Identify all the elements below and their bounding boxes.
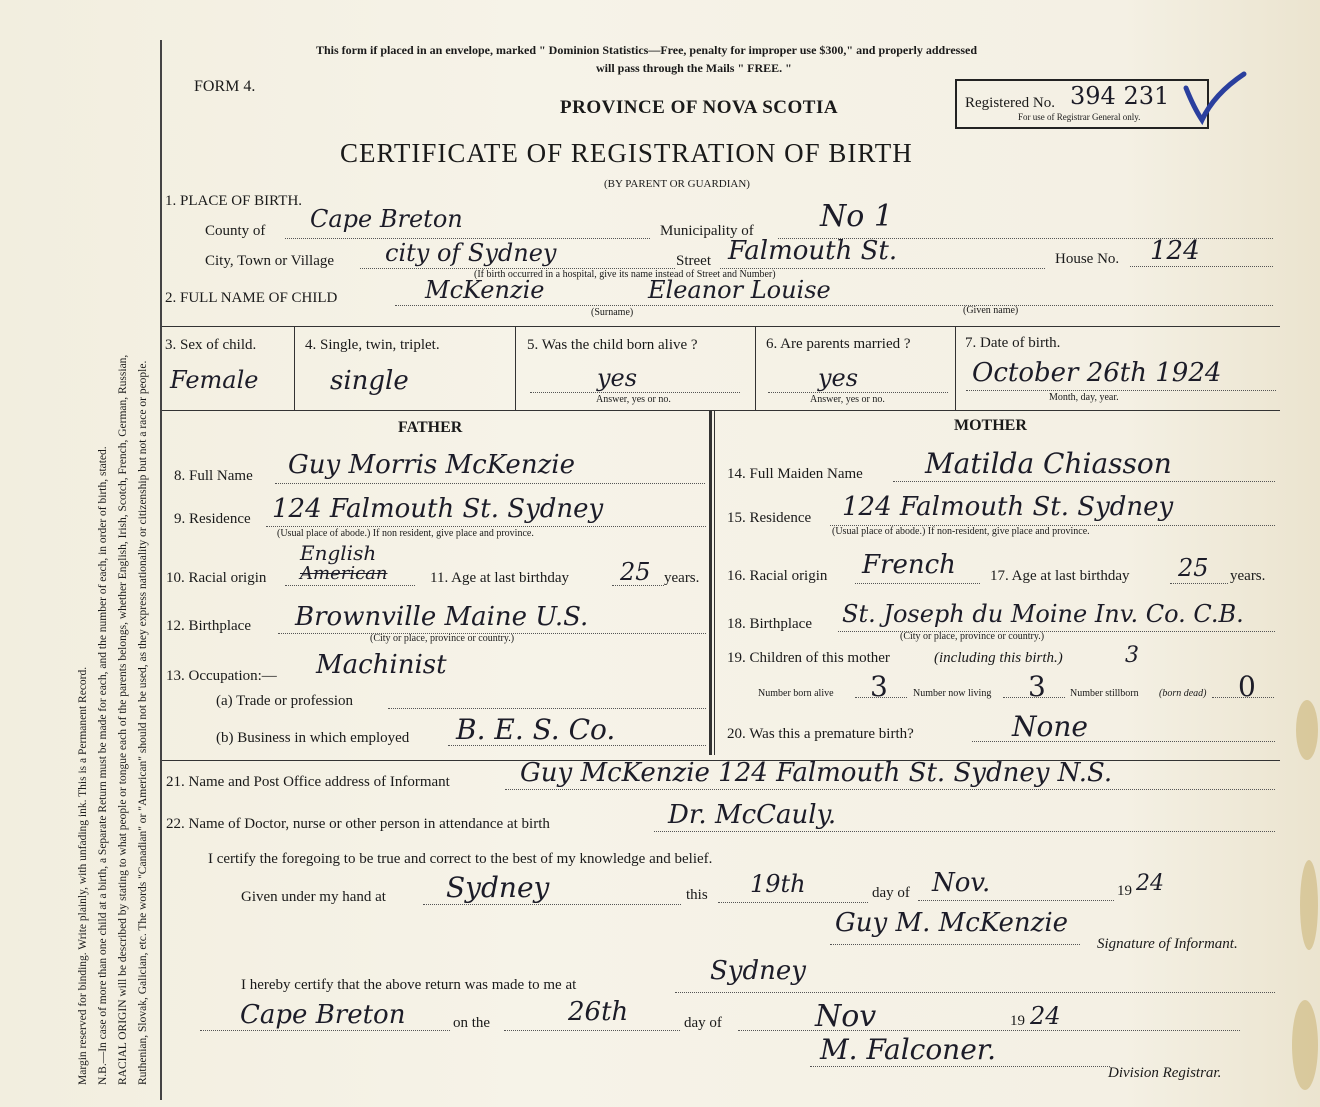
- given-caption: (Given name): [963, 305, 1019, 316]
- certify-statement: I certify the foregoing to be true and correct to the best of my knowledge and belief.: [208, 851, 713, 867]
- married-value: yes: [818, 364, 859, 392]
- this-label: this: [686, 887, 708, 903]
- father-years-label: years.: [664, 570, 700, 586]
- hospital-note: (If birth occurred in a hospital, give its name instead of Street and Number): [474, 269, 776, 280]
- stillborn-value: 0: [1238, 670, 1256, 703]
- father-name-label: 8. Full Name: [174, 468, 253, 484]
- paper-stain: [1296, 700, 1318, 760]
- father-age-label: 11. Age at last birthday: [430, 570, 569, 586]
- doctor-label: 22. Name of Doctor, nurse or other person in attendance at birth: [166, 816, 550, 832]
- stillborn-note: (born dead): [1159, 688, 1207, 699]
- paper-stain: [1292, 1000, 1318, 1090]
- born-alive-count-label: Number born alive: [758, 688, 834, 699]
- registrar-place-line: [675, 992, 1275, 993]
- mother-heading: MOTHER: [954, 417, 1027, 434]
- informant-value: Guy McKenzie 124 Falmouth St. Sydney N.S.: [520, 758, 1113, 788]
- born-alive-label: 5. Was the child born alive ?: [527, 337, 698, 353]
- registrar-day-line: [504, 1030, 680, 1031]
- registrar-day-of-label: day of: [684, 1015, 722, 1031]
- street-value: Falmouth St.: [728, 236, 898, 266]
- place-of-birth-heading: 1. PLACE OF BIRTH.: [165, 193, 303, 209]
- county-label: County of: [205, 223, 266, 239]
- children-note: (including this birth.): [934, 650, 1063, 666]
- mother-name-label: 14. Full Maiden Name: [727, 466, 863, 482]
- municipality-label: Municipality of: [660, 223, 754, 239]
- registrar-month-value: Nov: [815, 999, 877, 1034]
- sex-label: 3. Sex of child.: [165, 337, 257, 353]
- county-value: Cape Breton: [310, 205, 463, 233]
- cert-year-value: 24: [1136, 871, 1164, 896]
- municipality-value: No 1: [820, 199, 893, 234]
- father-occupation-label: 13. Occupation:—: [166, 668, 277, 684]
- registrar-signature: M. Falconer.: [820, 1033, 996, 1066]
- born-alive-caption: Answer, yes or no.: [596, 394, 671, 405]
- mother-residence-value: 124 Falmouth St. Sydney: [842, 492, 1174, 522]
- col-divider: [515, 326, 516, 410]
- given-place-value: Sydney: [446, 871, 550, 904]
- sex-value: Female: [170, 366, 259, 394]
- mother-racial-value: French: [862, 550, 956, 580]
- father-residence-value: 124 Falmouth St. Sydney: [272, 494, 604, 524]
- cert-month-value: Nov.: [932, 868, 991, 898]
- registrar-county-line: [200, 1030, 450, 1031]
- registrar-day-value: 26th: [568, 997, 629, 1027]
- father-residence-caption: (Usual place of abode.) If non resident, give place and province.: [277, 528, 534, 539]
- trade-line: [388, 708, 706, 709]
- registrar-statement: I hereby certify that the above return was made to me at: [241, 977, 577, 993]
- side-note-nb: N.B.—In case of more than one child at a birth, a Separate Return must be made for each, and the number of each, in order of birth, stated.: [97, 446, 109, 1085]
- father-racial-line: [285, 585, 415, 586]
- dob-label: 7. Date of birth.: [965, 335, 1061, 351]
- mother-name-line: [893, 481, 1275, 482]
- plurality-label: 4. Single, twin, triplet.: [305, 337, 440, 353]
- registrar-year-value: 24: [1030, 1002, 1061, 1030]
- premature-label: 20. Was this a premature birth?: [727, 726, 914, 742]
- premature-value: None: [1012, 710, 1088, 743]
- born-alive-count-value: 3: [870, 670, 888, 703]
- father-name-line: [275, 483, 705, 484]
- parents-divider: [709, 410, 712, 755]
- born-alive-line: [530, 392, 740, 393]
- children-label: 19. Children of this mother: [727, 650, 890, 666]
- side-note-racial-1: RACIAL ORIGIN will be described by stating to what people or tongue each of the parents belongs, whether English, Irish, Scotch, French, German, Russian,: [117, 354, 129, 1085]
- cert-day-line: [718, 902, 868, 903]
- stillborn-label: Number stillborn: [1070, 688, 1139, 699]
- born-alive-value: yes: [597, 364, 638, 392]
- mother-racial-label: 16. Racial origin: [727, 568, 828, 584]
- house-line: [1130, 266, 1273, 267]
- father-birthplace-label: 12. Birthplace: [166, 618, 251, 634]
- married-label: 6. Are parents married ?: [766, 336, 911, 352]
- father-residence-line: [266, 526, 706, 527]
- col-divider: [755, 326, 756, 410]
- certificate-title: CERTIFICATE OF REGISTRATION OF BIRTH: [340, 138, 913, 168]
- doctor-line: [654, 831, 1275, 832]
- postal-notice-line2: will pass through the Mails " FREE. ": [596, 61, 792, 75]
- child-given-value: Eleanor Louise: [648, 276, 831, 304]
- plurality-value: single: [330, 366, 409, 396]
- registrar-note: For use of Registrar General only.: [1018, 112, 1141, 122]
- given-place-line: [423, 904, 681, 905]
- mother-residence-caption: (Usual place of abode.) If non-resident, give place and province.: [832, 526, 1090, 537]
- cert-day-value: 19th: [750, 870, 806, 898]
- married-caption: Answer, yes or no.: [810, 394, 885, 405]
- house-value: 124: [1150, 236, 1200, 266]
- father-age-value: 25: [620, 558, 651, 586]
- city-label: City, Town or Village: [205, 253, 335, 269]
- registrar-month-line: [738, 1030, 1240, 1031]
- informant-label: 21. Name and Post Office address of Informant: [166, 774, 450, 790]
- check-mark-icon: [1180, 68, 1250, 128]
- living-count-label: Number now living: [913, 688, 992, 699]
- house-label: House No.: [1055, 251, 1120, 267]
- registrar-year-prefix: 19: [1010, 1013, 1025, 1029]
- registrar-caption: Division Registrar.: [1108, 1065, 1222, 1081]
- father-racial-struck: American: [300, 563, 388, 584]
- side-note-binding: Margin reserved for binding. Write plainly, with unfading ink. This is a Permanent Record.: [77, 666, 89, 1085]
- paper-stain: [1300, 860, 1318, 950]
- child-surname-value: McKenzie: [425, 276, 545, 304]
- children-value: 3: [1125, 643, 1139, 668]
- father-residence-label: 9. Residence: [174, 511, 251, 527]
- trade-label: (a) Trade or profession: [216, 693, 354, 709]
- father-name-value: Guy Morris McKenzie: [288, 450, 575, 480]
- postal-notice-line1: This form if placed in an envelope, marked " Dominion Statistics—Free, penalty for improper use $300," and properly addressed: [316, 43, 978, 57]
- surname-caption: (Surname): [591, 307, 634, 318]
- business-value: B. E. S. Co.: [456, 713, 616, 746]
- province-heading: PROVINCE OF NOVA SCOTIA: [560, 97, 839, 118]
- mother-birthplace-caption: (City or place, province or country.): [900, 631, 1045, 642]
- mother-birthplace-label: 18. Birthplace: [727, 616, 812, 632]
- mother-age-value: 25: [1178, 554, 1209, 582]
- parents-divider-inner: [714, 410, 715, 755]
- col-divider: [294, 326, 295, 410]
- child-name-label: 2. FULL NAME OF CHILD: [165, 290, 338, 306]
- dob-value: October 26th 1924: [972, 358, 1222, 388]
- registrar-on-the-label: on the: [453, 1015, 491, 1031]
- margin-rule: [160, 40, 162, 1100]
- father-heading: FATHER: [398, 419, 463, 436]
- informant-signature-caption: Signature of Informant.: [1097, 936, 1238, 952]
- row-rule-bottom: [162, 410, 1280, 411]
- father-occupation-value: Machinist: [316, 650, 447, 680]
- business-label: (b) Business in which employed: [216, 730, 410, 746]
- mother-years-label: years.: [1230, 568, 1266, 584]
- registrar-signature-line: [810, 1066, 1110, 1067]
- cert-day-of-label: day of: [872, 885, 910, 901]
- side-note-racial-2: Ruthenian, Slovak, Galician, etc. The words "Canadian" or "American" should not be used, as they express nationality or citizenship but not a race or people.: [137, 360, 149, 1085]
- father-racial-label: 10. Racial origin: [166, 570, 267, 586]
- dob-line: [966, 390, 1276, 391]
- mother-name-value: Matilda Chiasson: [925, 447, 1172, 480]
- father-birthplace-caption: (City or place, province or country.): [370, 633, 515, 644]
- registered-number: 394 231: [1070, 82, 1170, 110]
- mother-age-label: 17. Age at last birthday: [990, 568, 1130, 584]
- given-label: Given under my hand at: [241, 889, 386, 905]
- registered-label: Registered No.: [965, 95, 1055, 111]
- cert-month-line: [918, 900, 1114, 901]
- form-number: FORM 4.: [194, 78, 256, 95]
- doctor-value: Dr. McCauly.: [668, 800, 837, 830]
- row-rule-top: [162, 326, 1280, 327]
- certificate-subtitle: (BY PARENT OR GUARDIAN): [604, 178, 750, 190]
- mother-birthplace-value: St. Joseph du Moine Inv. Co. C.B.: [842, 600, 1244, 628]
- informant-signature: Guy M. McKenzie: [835, 908, 1069, 938]
- married-line: [768, 392, 948, 393]
- cert-year-prefix: 19: [1117, 883, 1132, 899]
- informant-signature-line: [830, 944, 1080, 945]
- father-birthplace-value: Brownville Maine U.S.: [295, 602, 589, 632]
- living-count-value: 3: [1028, 670, 1046, 703]
- street-label: Street: [676, 253, 711, 269]
- child-name-line: [395, 305, 1273, 306]
- registrar-county-value: Cape Breton: [240, 1000, 406, 1030]
- mother-racial-line: [855, 583, 980, 584]
- city-value: city of Sydney: [385, 239, 557, 267]
- informant-line: [505, 789, 1275, 790]
- dob-caption: Month, day, year.: [1049, 392, 1119, 403]
- col-divider: [955, 326, 956, 410]
- mother-residence-label: 15. Residence: [727, 510, 812, 526]
- father-racial-value: English: [300, 541, 377, 565]
- mother-age-line: [1170, 583, 1228, 584]
- registrar-place-value: Sydney: [710, 956, 806, 986]
